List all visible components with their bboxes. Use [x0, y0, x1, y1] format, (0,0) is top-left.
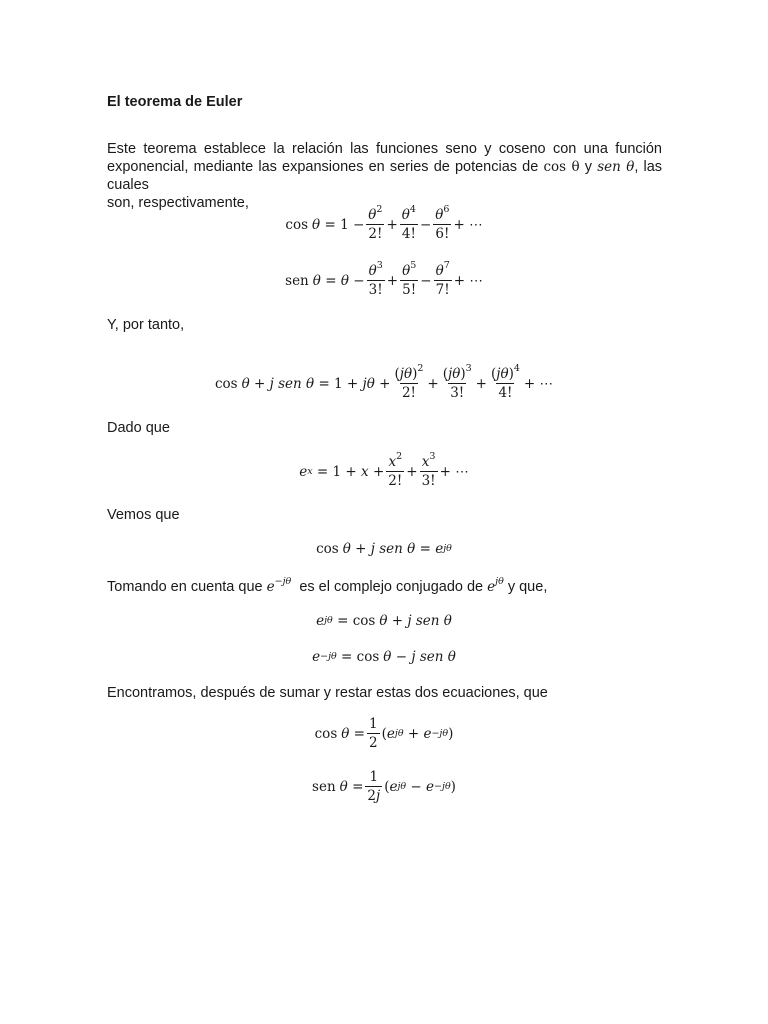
equation-combined-series: cos θ + j sen θ = 1 + jθ + $\frac{(j\theta)^2}{2!}$ + $\frac{(j\theta)^3}{3!}$ + $\frac{(j\theta)^4}{4!}$ + ⋯: [214, 363, 554, 401]
intro-conj: y: [584, 159, 593, 175]
equation-cos-series: cos θ = 1 − $\frac{\theta^2}{2!}$ + $\frac{\theta^4}{4!}$ − $\frac{\theta^6}{6!}$ + ⋯: [285, 204, 483, 242]
intro-paragraph: [107, 140, 662, 212]
equation-e-pos: e jθ = cos θ + j sen θ: [316, 613, 452, 629]
tomando-a: Tomando en cuenta que: [107, 579, 263, 595]
intro-line-2b: , las cuales: [107, 159, 663, 193]
intro-line-1: Este teorema establece la relación las funciones seno y coseno con una función: [107, 141, 662, 157]
dado-que-text: Dado que: [107, 420, 170, 436]
equation-e-neg: e −jθ = cos θ − j sen θ: [312, 649, 456, 665]
intro-cos-theta: cos θ: [543, 159, 580, 175]
equation-exp-series: e x = 1 + x + $\frac{x^2}{2!}$ + $\frac{x^3}{3!}$ + ⋯: [299, 451, 469, 489]
equation-sen-series: sen θ = θ − $\frac{\theta^3}{3!}$ + $\frac{\theta^5}{5!}$ − $\frac{\theta^7}{7!}$ + ⋯: [285, 260, 483, 298]
tomando-b: es el complejo conjugado de: [299, 579, 484, 595]
encontramos-text: Encontramos, después de sumar y restar estas dos ecuaciones, que: [107, 685, 548, 701]
equation-sen-exp: sen θ = $\frac{1}{2j}$ ( e jθ − e −jθ ): [312, 769, 456, 804]
equation-euler: cos θ + j sen θ = e jθ: [316, 541, 452, 557]
por-tanto-text: Y, por tanto,: [107, 317, 185, 333]
intro-line-2a: exponencial, mediante las expansiones en series de potencias de: [107, 159, 539, 175]
tomando-e-neg: $e^{-j\theta}$: [266, 576, 292, 595]
intro-sen-theta: sen θ: [597, 159, 635, 175]
intro-line-3: son, respectivamente,: [107, 195, 249, 211]
vemos-que-text: Vemos que: [107, 507, 180, 523]
tomando-c: y que,: [507, 579, 548, 595]
page-title: El teorema de Euler: [107, 94, 243, 110]
tomando-paragraph: [107, 578, 547, 596]
tomando-e-pos: $e^{j\theta}$: [487, 576, 504, 595]
equation-cos-exp: cos θ = $\frac{1}{2}$ ( e jθ + e −jθ ): [314, 716, 454, 751]
